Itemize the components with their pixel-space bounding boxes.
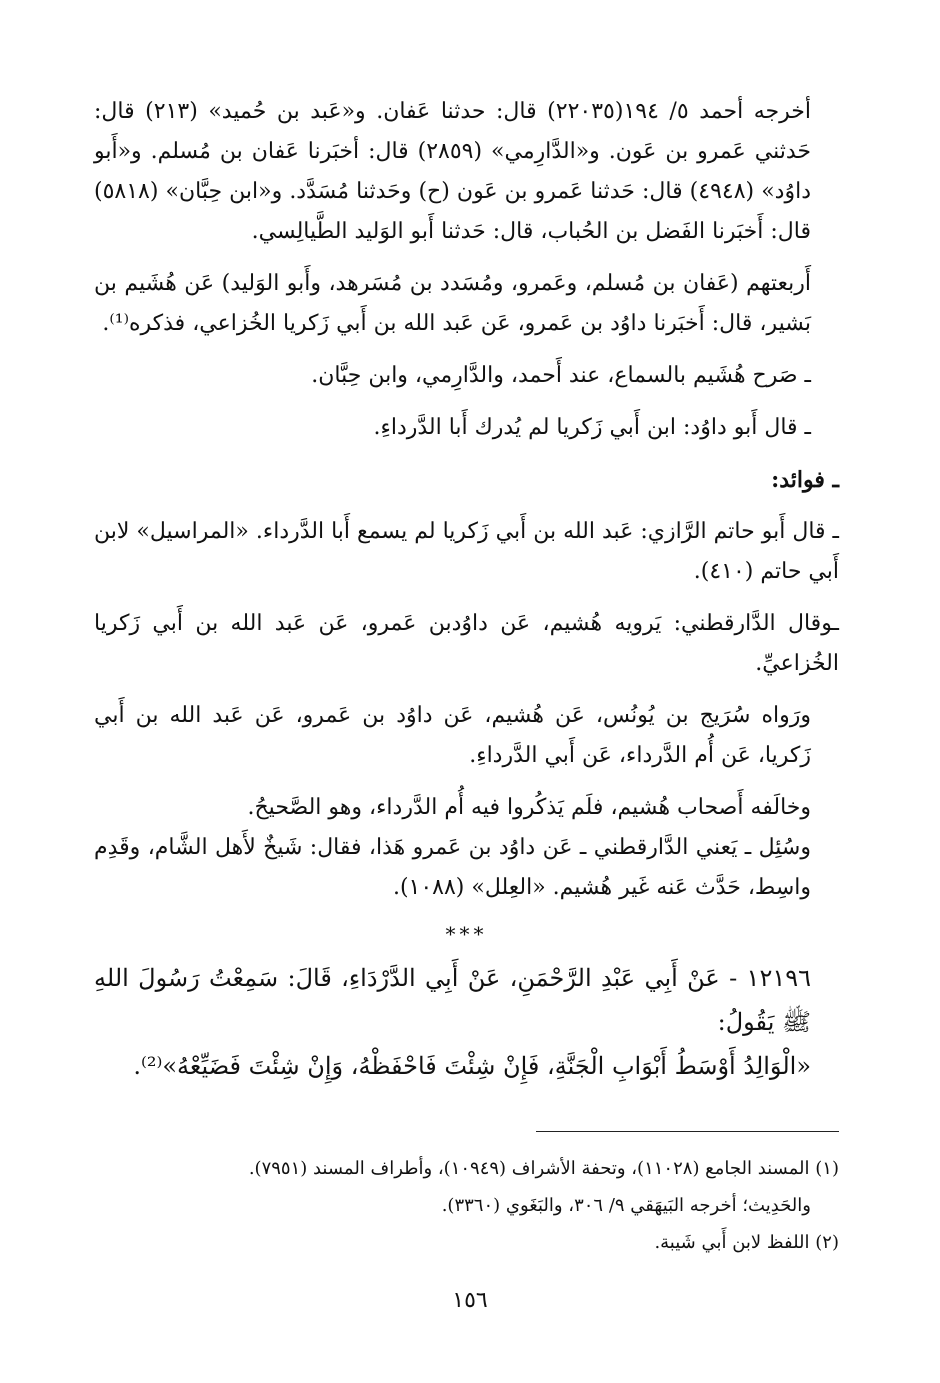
footnote-1: (١) المسند الجامع (١١٠٢٨)، وتحفة الأشراف (١٠٩٤٩)، وأطراف المسند (٧٩٥١). — [248, 1158, 839, 1179]
fawaid-suila: وسُئِل ـ يَعني الدَّارقطني ـ عَن داوُد بن عَمرو هَذا، فقال: شَيخٌ لأَهل الشَّام، وقَدِم واسِط، حَدَّث عَنه غَير هُشيم. «العِلل» (١٠٨٨). — [94, 835, 811, 900]
footnotes — [94, 1150, 839, 1261]
bullet-samaa: ـ صَرح هُشَيم بالسماع، عند أَحمد، والدَّارِمي، وابن حِبَّان. — [311, 363, 811, 388]
footnote-1-continued: والحَدِيث؛ أخرجه البَيهَقي ٩/ ٣٠٦، والبَغَوي (٣٣٦٠). — [441, 1195, 811, 1216]
footnote-2: (٢) اللفظ لابن أَبي شَيبة. — [654, 1232, 839, 1253]
section-divider-stars: *** — [445, 922, 488, 946]
fawaid-abu-hatim: ـ قال أَبو حاتم الرَّازي: عَبد الله بن أَبي زَكريا لم يسمع أَبا الدَّرداء. «المراسيل» لابن أَبي حاتم (٤١٠). — [94, 519, 839, 584]
page-number: ١٥٦ — [452, 1288, 488, 1313]
arbaatuhum-paragraph: أَربعتهم (عَفان بن مُسلم، وعَمرو، ومُسَدد بن مُسَرهد، وأَبو الوَليد) عَن هُشَيم بن بَشير، قال: أَخبَرنا داوُد بن عَمرو، عَن عَبد الله بن أَبي زَكريا الخُزاعي، فذكره⁽¹⁾. — [94, 271, 811, 336]
bullet-abu-dawud: ـ قال أَبو داوُد: ابن أَبي زَكريا لم يُدرك أَبا الدَّرداءِ. — [373, 415, 811, 440]
hadith-isnad: ١٢١٩٦ - عَنْ أَبِي عَبْدِ الرَّحْمَنِ، عَنْ أَبِي الدَّرْدَاءِ، قَالَ: سَمِعْتُ رَسُولَ اللهِ ﷺ يَقُولُ: — [94, 964, 811, 1036]
hadith-matn: «الْوَالِدُ أَوْسَطُ أَبْوَابِ الْجَنَّةِ، فَإِنْ شِئْتَ فَاحْفَظْهُ، وَإِنْ شِئْتَ فَضَيِّعْهُ»⁽²⁾. — [133, 1052, 811, 1080]
fawaid-surayj: ورَواه سُرَيج بن يُونُس، عَن هُشيم، عَن داوُد بن عَمرو، عَن عَبد الله بن أَبي زَكريا، عَن أُم الدَّرداء، عَن أَبي الدَّرداءِ. — [94, 703, 811, 768]
takhrij-paragraph: أخرجه أحمد ٥/ ١٩٤(٢٢٠٣٥) قال: حدثنا عَفان. و«عَبد بن حُميد» (٢١٣) قال: حَدثني عَمرو بن عَون. و«الدَّارِمي» (٢٨٥٩) قال: أخبَرنا عَفان بن مُسلم. و«أَبو داوُد» (٤٩٤٨) قال: حَدثنا عَمرو بن عَون (ح) وحَدثنا مُسَدَّد. و«ابن حِبَّان» (٥٨١٨) قال: أَخبَرنا الفَضل بن الحُباب، قال: حَدثنا أَبو الوَليد الطَّيالِسي. — [94, 99, 812, 244]
fawaid-khalafahu: وخالَفه أَصحاب هُشيم، فلَم يَذكُروا فيه أُم الدَّرداء، وهو الصَّحيحُ. — [247, 795, 811, 820]
fawaid-heading: ـ فوائد: — [771, 467, 839, 493]
footnote-separator — [536, 1131, 839, 1132]
fawaid-daraqutni: ـوقال الدَّارقطني: يَرويه هُشيم، عَن داوُدبن عَمرو، عَن عَبد الله بن أَبي زَكريا الخُزاعيِّ. — [94, 611, 839, 676]
main-text — [94, 92, 839, 1088]
